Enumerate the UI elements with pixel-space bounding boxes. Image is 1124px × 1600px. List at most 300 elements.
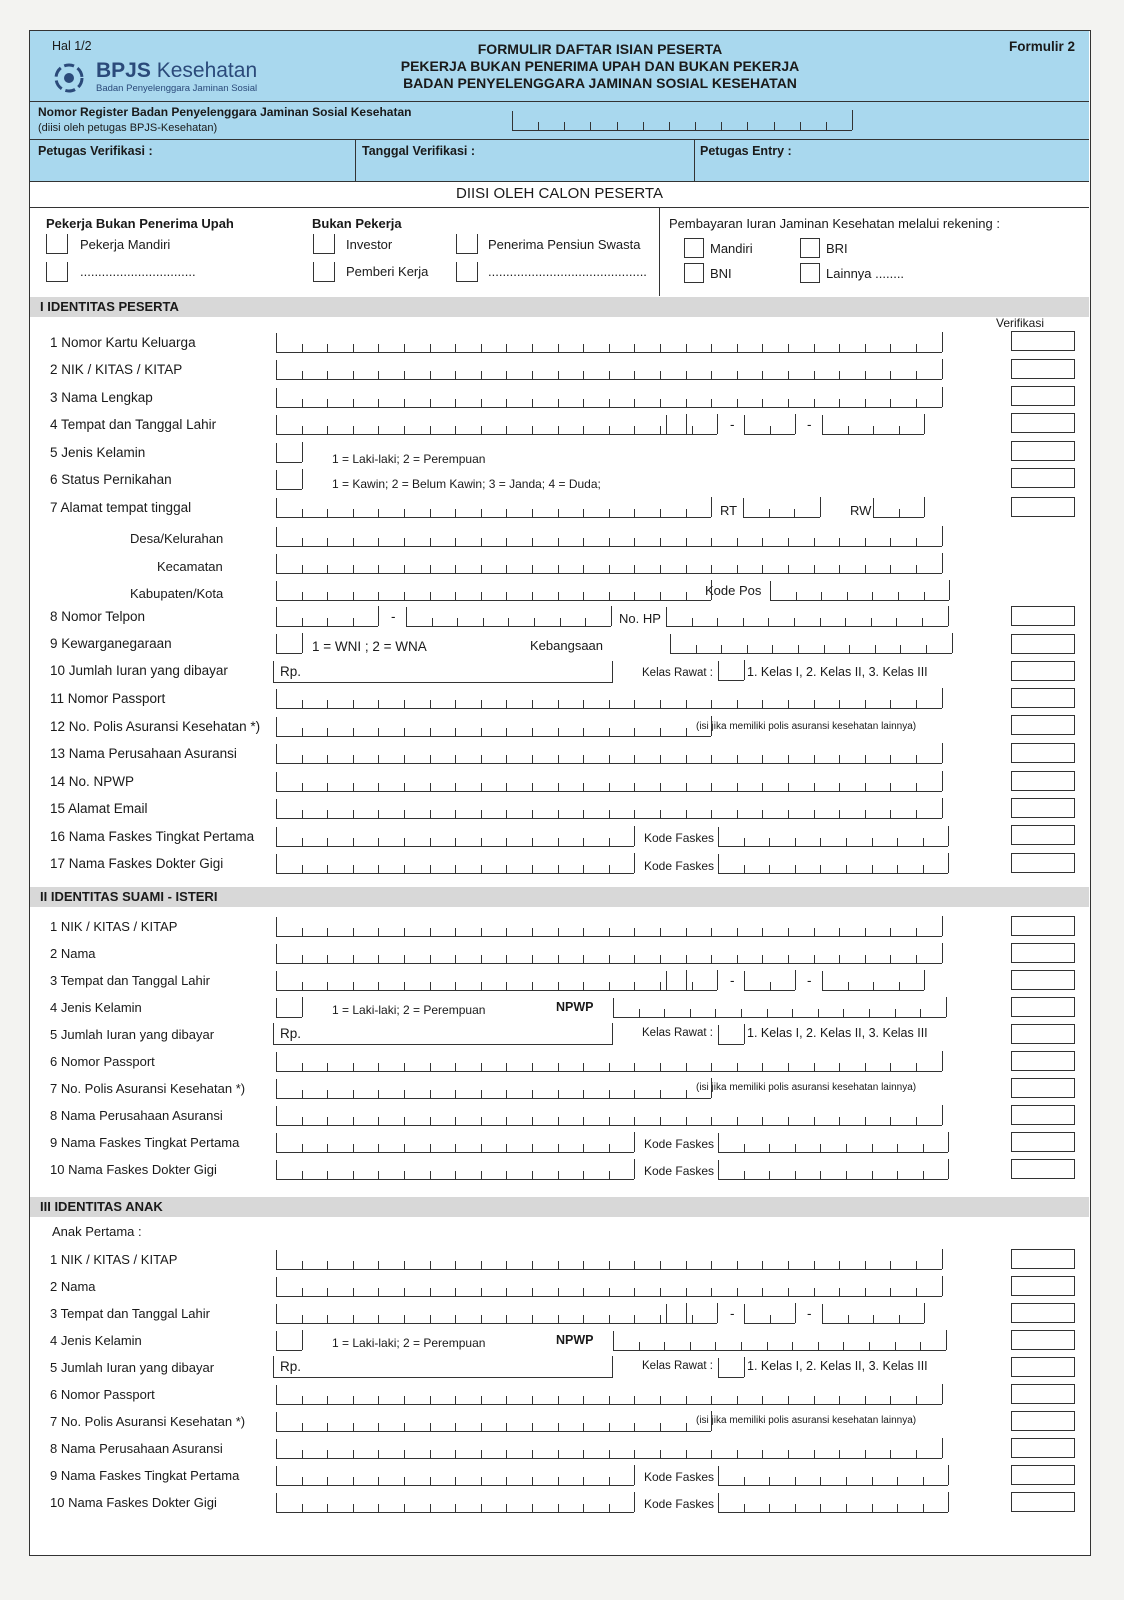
box-divider — [711, 1261, 712, 1269]
s2-verif-faskes[interactable] — [1011, 1132, 1075, 1152]
box-divider — [302, 783, 303, 791]
box-divider — [558, 810, 559, 818]
s2-verif-polis[interactable] — [1011, 1078, 1075, 1098]
verif-iuran[interactable] — [1011, 661, 1075, 681]
box-divider — [692, 426, 693, 434]
s3-kode-faskes-input[interactable] — [718, 1466, 948, 1486]
s3-verif-jk[interactable] — [1011, 1330, 1075, 1350]
box-divider — [820, 1144, 821, 1152]
box-divider — [455, 1261, 456, 1269]
box-divider — [558, 728, 559, 736]
box-divider — [583, 1090, 584, 1098]
box-divider — [583, 565, 584, 573]
box-divider — [378, 1090, 379, 1098]
s2-tempat-lahir-input[interactable] — [276, 971, 686, 991]
box-divider — [583, 1261, 584, 1269]
box-divider — [737, 1396, 738, 1404]
box-divider — [634, 1396, 635, 1404]
box-divider — [378, 1450, 379, 1458]
s3-asuransi-input[interactable] — [276, 1439, 942, 1459]
box-divider — [634, 344, 635, 352]
box-divider — [327, 728, 328, 736]
box-divider — [660, 755, 661, 763]
box-divider — [506, 982, 507, 990]
box-divider — [481, 982, 482, 990]
s3-tgl-month-input[interactable] — [744, 1304, 795, 1324]
box-divider — [506, 810, 507, 818]
verif-status[interactable] — [1011, 468, 1075, 488]
box-divider — [353, 982, 354, 990]
box-divider — [455, 1090, 456, 1098]
box-divider — [583, 783, 584, 791]
box-divider — [506, 399, 507, 407]
s2-npwp-label: NPWP — [556, 1000, 594, 1014]
box-divider — [404, 1117, 405, 1125]
verif-alamat[interactable] — [1011, 497, 1075, 517]
box-divider — [430, 755, 431, 763]
box-divider — [769, 1144, 770, 1152]
jenis-kelamin-input[interactable] — [276, 443, 302, 463]
box-divider — [762, 755, 763, 763]
verif-nama[interactable] — [1011, 386, 1075, 406]
s3-jk-input[interactable] — [276, 1331, 302, 1351]
s3-tgl-day-input[interactable] — [666, 1304, 717, 1324]
pekerja-mandiri-checkbox[interactable] — [46, 234, 68, 254]
box-divider — [404, 371, 405, 379]
box-divider — [788, 371, 789, 379]
box-divider — [660, 1063, 661, 1071]
box-divider — [865, 755, 866, 763]
box-divider — [839, 1396, 840, 1404]
s2-asuransi-input[interactable] — [276, 1106, 942, 1126]
s3-kelas-input[interactable] — [718, 1358, 744, 1378]
kode-pos-input[interactable] — [770, 581, 949, 601]
box-divider — [481, 1450, 482, 1458]
s2-verif-passport[interactable] — [1011, 1051, 1075, 1071]
box-divider — [762, 371, 763, 379]
box-divider — [762, 700, 763, 708]
s3-faskes-input[interactable] — [276, 1466, 634, 1486]
box-divider — [404, 1261, 405, 1269]
s3-verif-polis[interactable] — [1011, 1411, 1075, 1431]
s2-tgl-year-input[interactable] — [822, 971, 924, 991]
box-divider — [899, 982, 900, 990]
nomor-passport-input[interactable] — [276, 689, 942, 709]
s3-npwp-input[interactable] — [613, 1331, 946, 1351]
box-divider — [762, 928, 763, 936]
s3-row-label-7: 7 No. Polis Asuransi Kesehatan *) — [50, 1414, 246, 1429]
box-divider — [455, 1288, 456, 1296]
s3-dash-1: - — [730, 1306, 735, 1321]
bni-checkbox[interactable] — [684, 263, 704, 283]
alamat-input[interactable] — [276, 498, 711, 518]
box-divider — [872, 865, 873, 873]
nomor-kartu-keluarga-input[interactable] — [276, 333, 942, 353]
s3-verif-passport[interactable] — [1011, 1384, 1075, 1404]
pbpu-other-checkbox[interactable] — [46, 262, 68, 282]
box-divider — [737, 399, 738, 407]
s2-verif-jk[interactable] — [1011, 997, 1075, 1017]
box-divider — [821, 592, 822, 600]
box-divider — [534, 618, 535, 626]
box-divider — [532, 1171, 533, 1179]
box-divider — [481, 399, 482, 407]
box-divider — [583, 1477, 584, 1485]
box-divider — [302, 1090, 303, 1098]
s2-dash-1: - — [730, 973, 735, 988]
s3-verif-gigi[interactable] — [1011, 1492, 1075, 1512]
box-divider — [506, 1288, 507, 1296]
perusahaan-asuransi-input[interactable] — [276, 744, 942, 764]
verif-jk[interactable] — [1011, 441, 1075, 461]
s2-gigi-input[interactable] — [276, 1160, 634, 1180]
faskes-pertama-input[interactable] — [276, 827, 634, 847]
mandiri-checkbox[interactable] — [684, 238, 704, 258]
s3-verif-faskes[interactable] — [1011, 1465, 1075, 1485]
box-divider — [814, 399, 815, 407]
lainnya-checkbox[interactable] — [800, 263, 820, 283]
box-divider — [865, 371, 866, 379]
box-divider — [890, 371, 891, 379]
s1-row-label-2: 2 NIK / KITAS / KITAP — [50, 362, 183, 377]
verif-npwp[interactable] — [1011, 771, 1075, 791]
box-divider — [747, 122, 748, 130]
kelas-rawat-input[interactable] — [718, 661, 744, 681]
status-pernikahan-input[interactable] — [276, 470, 302, 490]
box-divider — [532, 344, 533, 352]
box-divider — [762, 538, 763, 546]
box-divider — [634, 426, 635, 434]
verifikasi-header: Verifikasi — [996, 316, 1045, 330]
box-divider — [506, 538, 507, 546]
box-divider — [302, 1063, 303, 1071]
s3-row-label-3: 3 Tempat dan Tanggal Lahir — [50, 1306, 210, 1321]
verif-asuransi[interactable] — [1011, 743, 1075, 763]
box-divider — [847, 592, 848, 600]
box-divider — [430, 928, 431, 936]
box-divider — [481, 1315, 482, 1323]
s2-iuran-input[interactable]: Rp. — [273, 1023, 613, 1045]
box-divider — [737, 1450, 738, 1458]
email-input[interactable] — [276, 799, 942, 819]
box-divider — [920, 1342, 921, 1350]
box-divider — [634, 982, 635, 990]
s2-verif-iuran[interactable] — [1011, 1024, 1075, 1044]
box-divider — [686, 928, 687, 936]
s3-row-label-6: 6 Nomor Passport — [50, 1387, 155, 1402]
s3-verif-iuran[interactable] — [1011, 1357, 1075, 1377]
box-divider — [353, 1423, 354, 1431]
box-divider — [583, 1504, 584, 1512]
s2-jk-input[interactable] — [276, 998, 302, 1018]
box-divider — [353, 810, 354, 818]
box-divider — [865, 1450, 866, 1458]
rw-input[interactable] — [873, 498, 924, 518]
box-divider — [770, 426, 771, 434]
box-divider — [788, 700, 789, 708]
box-divider — [711, 1063, 712, 1071]
box-divider — [762, 399, 763, 407]
box-divider — [839, 1117, 840, 1125]
box-divider — [506, 1171, 507, 1179]
s3-tgl-year-input[interactable] — [822, 1304, 924, 1324]
no-polis-input[interactable] — [276, 717, 711, 737]
kode-area-input[interactable] — [276, 607, 378, 627]
box-divider — [558, 1477, 559, 1485]
s2-npwp-input[interactable] — [613, 998, 946, 1018]
box-divider — [302, 728, 303, 736]
s2-verif-nik[interactable] — [1011, 916, 1075, 936]
verif-kk[interactable] — [1011, 331, 1075, 351]
box-divider — [609, 1171, 610, 1179]
s1-row-label-4: 4 Tempat dan Tanggal Lahir — [50, 417, 217, 432]
s3-verif-ttl[interactable] — [1011, 1303, 1075, 1323]
jumlah-iuran-input[interactable]: Rp. — [273, 661, 613, 683]
verif-faskes[interactable] — [1011, 825, 1075, 845]
pekerja-mandiri-label: Pekerja Mandiri — [80, 237, 171, 252]
box-divider — [327, 1063, 328, 1071]
box-divider — [897, 1504, 898, 1512]
box-divider — [404, 865, 405, 873]
rt-input[interactable] — [743, 498, 820, 518]
box-divider — [609, 928, 610, 936]
box-divider — [353, 1171, 354, 1179]
box-divider — [609, 1144, 610, 1152]
box-divider — [404, 838, 405, 846]
box-divider — [378, 838, 379, 846]
s2-nik-input[interactable] — [276, 917, 942, 937]
box-divider — [404, 755, 405, 763]
tempat-lahir-input[interactable] — [276, 415, 686, 435]
s2-verif-asuransi[interactable] — [1011, 1105, 1075, 1125]
faskes-gigi-input[interactable] — [276, 854, 634, 874]
verif-passport[interactable] — [1011, 688, 1075, 708]
box-divider — [532, 1117, 533, 1125]
box-divider — [353, 1396, 354, 1404]
box-divider — [916, 1450, 917, 1458]
verif-ttl[interactable] — [1011, 413, 1075, 433]
box-divider — [890, 565, 891, 573]
box-divider — [814, 1117, 815, 1125]
box-divider — [558, 509, 559, 517]
box-divider — [872, 1171, 873, 1179]
box-divider — [865, 1261, 866, 1269]
box-divider — [583, 344, 584, 352]
s2-faskes-input[interactable] — [276, 1133, 634, 1153]
box-divider — [774, 122, 775, 130]
box-divider — [890, 1450, 891, 1458]
box-divider — [583, 982, 584, 990]
box-divider — [664, 1009, 665, 1017]
tanggal-lahir-day-input[interactable] — [666, 415, 717, 435]
box-divider — [302, 810, 303, 818]
investor-checkbox[interactable] — [313, 234, 335, 254]
form-sheet — [29, 30, 1091, 1556]
s2-polis-hint: (isi jika memiliki polis asuransi kesehatan lainnya) — [696, 1082, 917, 1093]
box-divider — [942, 743, 943, 763]
box-divider — [353, 865, 354, 873]
kode-faskes-gigi-input[interactable] — [718, 854, 948, 874]
nik-input[interactable] — [276, 360, 942, 380]
s3-kode-gigi-input[interactable] — [718, 1493, 948, 1513]
box-divider — [942, 1249, 943, 1269]
kecamatan-input[interactable] — [276, 554, 942, 574]
box-divider — [353, 1261, 354, 1269]
s3-polis-input[interactable] — [276, 1412, 711, 1432]
box-divider — [737, 700, 738, 708]
box-divider — [873, 1315, 874, 1323]
s3-iuran-input[interactable]: Rp. — [273, 1356, 613, 1378]
box-divider — [686, 344, 687, 352]
verif-email[interactable] — [1011, 798, 1075, 818]
kewarganegaraan-input[interactable] — [276, 634, 302, 654]
s2-nama-input[interactable] — [276, 944, 942, 964]
box-divider — [538, 122, 539, 130]
box-divider — [481, 955, 482, 963]
pemberi-kerja-label: Pemberi Kerja — [346, 264, 429, 279]
verif-wn[interactable] — [1011, 634, 1075, 654]
box-divider — [378, 344, 379, 352]
bp-other-checkbox[interactable] — [456, 262, 478, 282]
box-divider — [481, 728, 482, 736]
box-divider — [404, 1504, 405, 1512]
s3-verif-nik[interactable] — [1011, 1249, 1075, 1269]
s3-row-label-4: 4 Jenis Kelamin — [50, 1333, 142, 1348]
s2-passport-input[interactable] — [276, 1052, 942, 1072]
verif-nik[interactable] — [1011, 359, 1075, 379]
s2-verif-gigi[interactable] — [1011, 1159, 1075, 1179]
box-divider — [532, 1315, 533, 1323]
s1-row-label-12: 12 No. Polis Asuransi Kesehatan *) — [50, 719, 261, 734]
s3-gigi-input[interactable] — [276, 1493, 634, 1513]
box-divider — [872, 1144, 873, 1152]
box-divider — [916, 1396, 917, 1404]
box-divider — [583, 1144, 584, 1152]
box-divider — [660, 700, 661, 708]
s2-verif-nama[interactable] — [1011, 943, 1075, 963]
box-divider — [639, 1342, 640, 1350]
s3-verif-asuransi[interactable] — [1011, 1438, 1075, 1458]
s3-verif-nama[interactable] — [1011, 1276, 1075, 1296]
box-divider — [743, 618, 744, 626]
tanggal-lahir-year-input[interactable] — [822, 415, 924, 435]
box-divider — [353, 838, 354, 846]
box-divider — [327, 783, 328, 791]
verif-gigi[interactable] — [1011, 853, 1075, 873]
s3-nik-input[interactable] — [276, 1250, 942, 1270]
box-divider — [843, 1342, 844, 1350]
kebangsaan-input[interactable] — [670, 634, 952, 654]
box-divider — [302, 618, 303, 626]
s2-kelas-input[interactable] — [718, 1025, 744, 1045]
box-divider — [942, 688, 943, 708]
box-divider — [686, 755, 687, 763]
box-divider — [558, 1171, 559, 1179]
box-divider — [353, 1288, 354, 1296]
s3-kelas-label: Kelas Rawat : — [642, 1360, 713, 1372]
title-line-1: FORMULIR DAFTAR ISIAN PESERTA — [477, 41, 723, 57]
box-divider — [353, 618, 354, 626]
box-divider — [660, 426, 661, 434]
box-divider — [865, 928, 866, 936]
s2-verif-ttl[interactable] — [1011, 970, 1075, 990]
box-divider — [949, 580, 950, 600]
box-divider — [897, 865, 898, 873]
box-divider — [609, 982, 610, 990]
verif-telpon[interactable] — [1011, 606, 1075, 626]
verif-polis[interactable] — [1011, 715, 1075, 735]
box-divider — [558, 955, 559, 963]
pemberi-kerja-checkbox[interactable] — [313, 262, 335, 282]
no-hp-input[interactable] — [666, 607, 948, 627]
box-divider — [865, 700, 866, 708]
s2-tgl-month-input[interactable] — [744, 971, 795, 991]
box-divider — [660, 1315, 661, 1323]
box-divider — [302, 997, 303, 1017]
box-divider — [890, 1288, 891, 1296]
desa-input[interactable] — [276, 527, 942, 547]
box-divider — [353, 1117, 354, 1125]
box-divider — [302, 1450, 303, 1458]
box-divider — [711, 1117, 712, 1125]
pensiun-swasta-checkbox[interactable] — [456, 234, 478, 254]
box-divider — [788, 1261, 789, 1269]
s2-tgl-day-input[interactable] — [666, 971, 717, 991]
s2-polis-input[interactable] — [276, 1079, 711, 1099]
box-divider — [483, 618, 484, 626]
nama-lengkap-input[interactable] — [276, 388, 942, 408]
s3-passport-input[interactable] — [276, 1385, 942, 1405]
kabupaten-input[interactable] — [276, 581, 711, 601]
box-divider — [818, 1009, 819, 1017]
box-divider — [327, 565, 328, 573]
kode-faskes-pertama-input[interactable] — [718, 827, 948, 847]
box-divider — [942, 1105, 943, 1125]
box-divider — [404, 728, 405, 736]
s2-kode-gigi-input[interactable] — [718, 1160, 948, 1180]
s2-kode-faskes-input[interactable] — [718, 1133, 948, 1153]
box-divider — [762, 1450, 763, 1458]
box-divider — [890, 955, 891, 963]
bp-title: Bukan Pekerja — [312, 216, 402, 231]
box-divider — [378, 1063, 379, 1071]
box-divider — [481, 426, 482, 434]
box-divider — [737, 1117, 738, 1125]
s3-tempat-lahir-input[interactable] — [276, 1304, 686, 1324]
box-divider — [820, 1477, 821, 1485]
box-divider — [378, 565, 379, 573]
register-number-input[interactable] — [512, 111, 852, 131]
box-divider — [872, 838, 873, 846]
s3-nama-input[interactable] — [276, 1277, 942, 1297]
box-divider — [772, 645, 773, 653]
box-divider — [506, 1396, 507, 1404]
box-divider — [353, 1315, 354, 1323]
box-divider — [404, 982, 405, 990]
box-divider — [788, 810, 789, 818]
box-divider — [717, 970, 718, 990]
bri-checkbox[interactable] — [800, 238, 820, 258]
box-divider — [922, 618, 923, 626]
nomor-telpon-input[interactable] — [406, 607, 611, 627]
box-divider — [455, 399, 456, 407]
tanggal-lahir-month-input[interactable] — [744, 415, 795, 435]
box-divider — [900, 645, 901, 653]
npwp-input[interactable] — [276, 772, 942, 792]
box-divider — [302, 1288, 303, 1296]
box-divider — [686, 399, 687, 407]
box-divider — [846, 838, 847, 846]
